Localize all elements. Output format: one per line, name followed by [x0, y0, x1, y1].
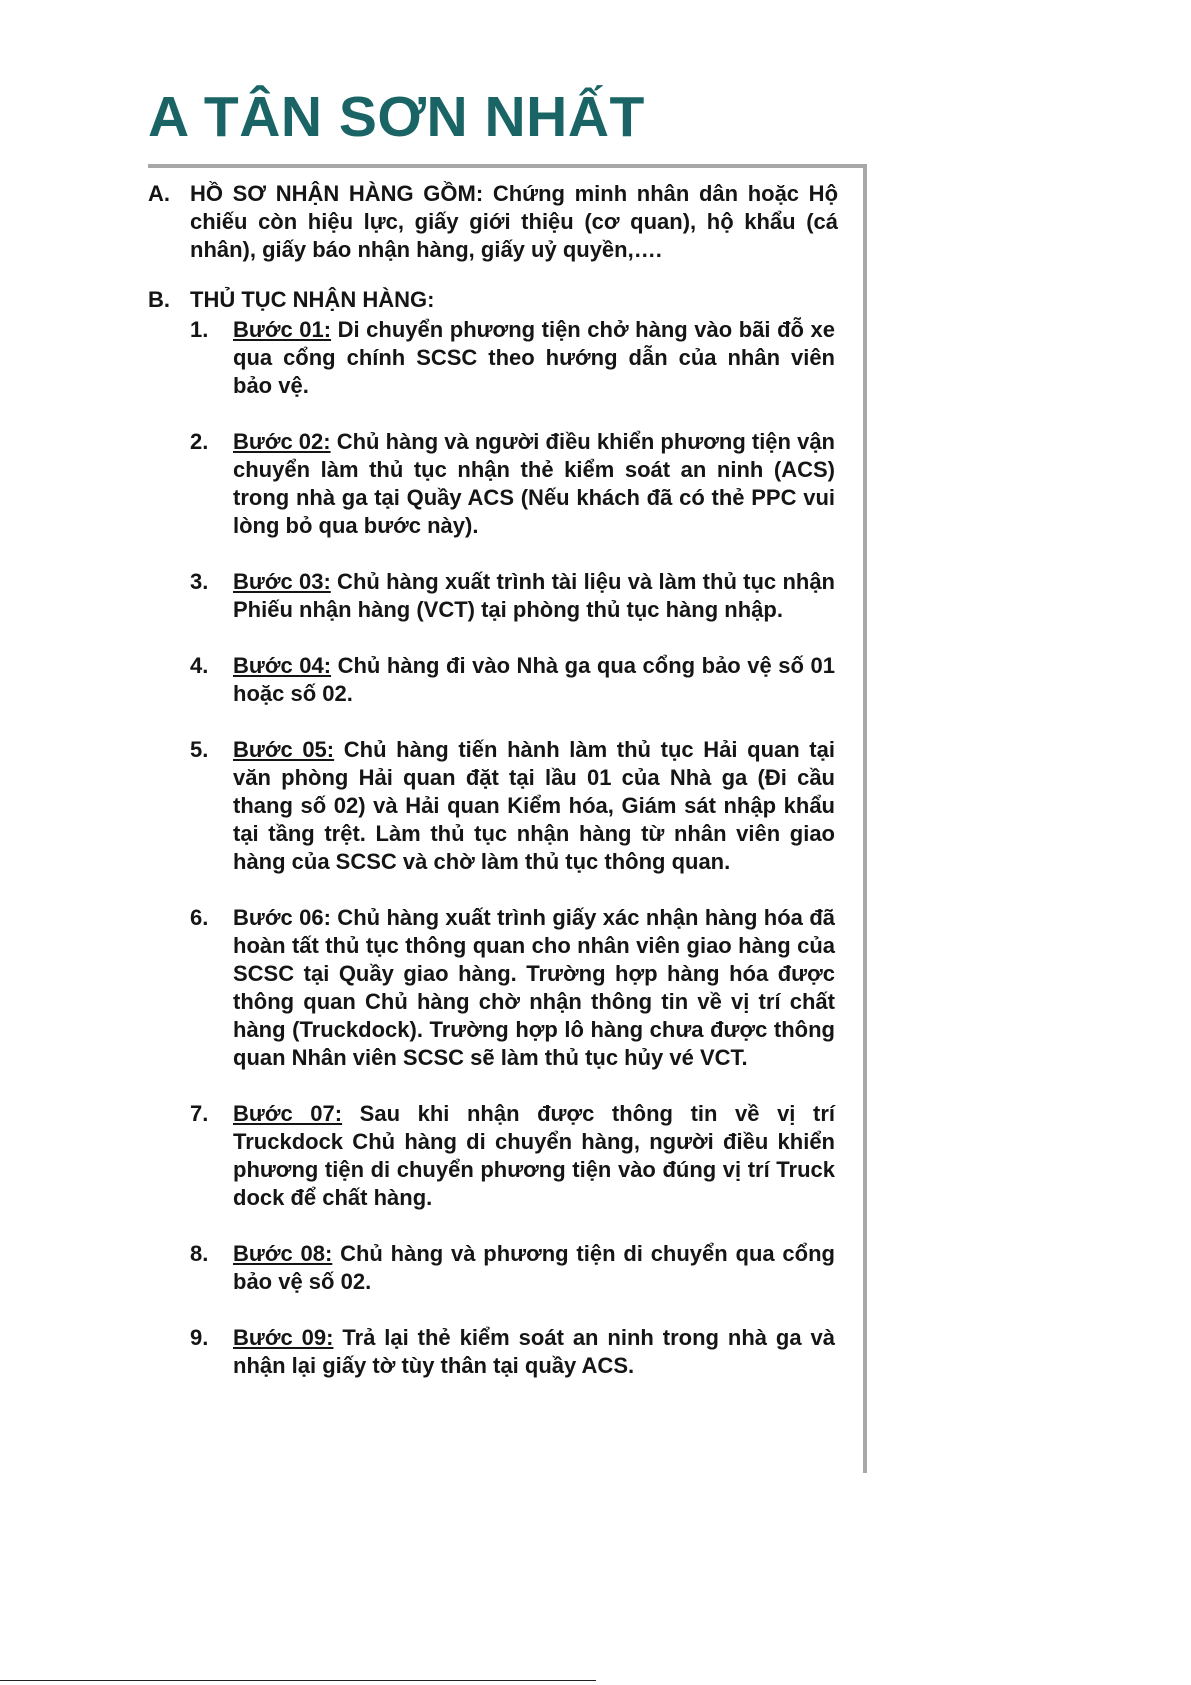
- step-body: [233, 1240, 838, 1296]
- step-number: 8.: [190, 1241, 209, 1266]
- step-item: [190, 316, 838, 400]
- section-b-letter: B.: [148, 287, 170, 312]
- step-text: Chủ hàng xuất trình tài liệu và làm thủ tục nhận Phiếu nhận hàng (VCT) tại phòng thủ tục hàng nhập.: [233, 569, 835, 622]
- step-body: [233, 428, 838, 540]
- step-item: [190, 428, 838, 540]
- step-label: Bước 01:: [233, 317, 332, 342]
- section-a-body: [190, 180, 838, 264]
- step-label: Bước 09:: [233, 1325, 334, 1350]
- step-item: [190, 1100, 838, 1212]
- step-label: Bước 05:: [233, 737, 335, 762]
- step-label: Bước 06:: [233, 905, 331, 930]
- step-label: Bước 08:: [233, 1241, 333, 1266]
- step-body: [233, 568, 838, 624]
- step-number: 2.: [190, 429, 209, 454]
- footnote-rule: [0, 1680, 596, 1681]
- step-text: Sau khi nhận được thông tin về vị trí Truckdock Chủ hàng di chuyển hàng, người điều khiển phương tiện di chuyển phương tiện vào đúng vị trí Truck dock để chất hàng.: [233, 1101, 835, 1210]
- step-number: 4.: [190, 653, 209, 678]
- section-a-letter: A.: [148, 181, 170, 206]
- step-number: 9.: [190, 1325, 209, 1350]
- step-text: Chủ hàng và phương tiện di chuyển qua cổng bảo vệ số 02.: [233, 1241, 835, 1294]
- step-number: 6.: [190, 905, 209, 930]
- step-item: [190, 652, 838, 708]
- step-body: [233, 1324, 838, 1380]
- step-label: Bước 04:: [233, 653, 332, 678]
- step-text: Di chuyển phương tiện chở hàng vào bãi đỗ xe qua cổng chính SCSC theo hướng dẫn của nhân viên bảo vệ.: [233, 317, 835, 398]
- document-body: [148, 180, 838, 1408]
- step-label: Bước 07:: [233, 1101, 343, 1126]
- step-item: [190, 568, 838, 624]
- section-a-heading: HỒ SƠ NHẬN HÀNG GỒM:: [190, 181, 484, 206]
- step-item: [190, 736, 838, 876]
- step-text: Chủ hàng tiến hành làm thủ tục Hải quan tại văn phòng Hải quan đặt tại lầu 01 của Nhà ga (Đi cầu thang số 02) và Hải quan Kiểm hóa, Giám sát nhập khẩu tại tầng trệt. Làm thủ tục nhận hàng từ nhân viên giao hàng của SCSC và chờ làm thủ tục thông quan.: [233, 737, 835, 874]
- section-b-heading-row: [148, 286, 838, 314]
- step-item: [190, 1240, 838, 1296]
- section-a-text: Chứng minh nhân dân hoặc Hộ chiếu còn hiệu lực, giấy giới thiệu (cơ quan), hộ khẩu (cá nhân), giấy báo nhận hàng, giấy uỷ quyền,….: [190, 181, 839, 262]
- step-text: Chủ hàng và người điều khiển phương tiện vận chuyển làm thủ tục nhận thẻ kiểm soát an ninh (ACS) trong nhà ga tại Quầy ACS (Nếu khách đã có thẻ PPC vui lòng bỏ qua bước này).: [233, 429, 835, 538]
- step-text: Chủ hàng xuất trình giấy xác nhận hàng hóa đã hoàn tất thủ tục thông quan cho nhân viên giao hàng của SCSC tại Quầy giao hàng. Trường hợp hàng hóa được thông quan Chủ hàng chờ nhận thông tin về vị trí chất hàng (Truckdock). Trường hợp lô hàng chưa được thông quan Nhân viên SCSC sẽ làm thủ tục hủy vé VCT.: [233, 905, 835, 1070]
- step-label: Bước 02:: [233, 429, 331, 454]
- step-number: 1.: [190, 317, 209, 342]
- step-body: [233, 1100, 838, 1212]
- section-b-heading: THỦ TỤC NHẬN HÀNG:: [190, 287, 435, 312]
- step-number: 5.: [190, 737, 209, 762]
- step-item: [190, 904, 838, 1072]
- steps-list: [190, 316, 838, 1380]
- step-text: Trả lại thẻ kiểm soát an ninh trong nhà ga và nhận lại giấy tờ tùy thân tại quầy ACS.: [233, 1325, 835, 1378]
- step-item: [190, 1324, 838, 1380]
- page-title: A TÂN SƠN NHẤT: [148, 85, 645, 149]
- step-label: Bước 03:: [233, 569, 331, 594]
- step-text: Chủ hàng đi vào Nhà ga qua cổng bảo vệ số 01 hoặc số 02.: [233, 653, 836, 706]
- step-body: [233, 736, 838, 876]
- step-body: [233, 904, 838, 1072]
- step-number: 3.: [190, 569, 209, 594]
- step-body: [233, 652, 838, 708]
- section-a: [148, 180, 838, 264]
- step-body: [233, 316, 838, 400]
- step-number: 7.: [190, 1101, 209, 1126]
